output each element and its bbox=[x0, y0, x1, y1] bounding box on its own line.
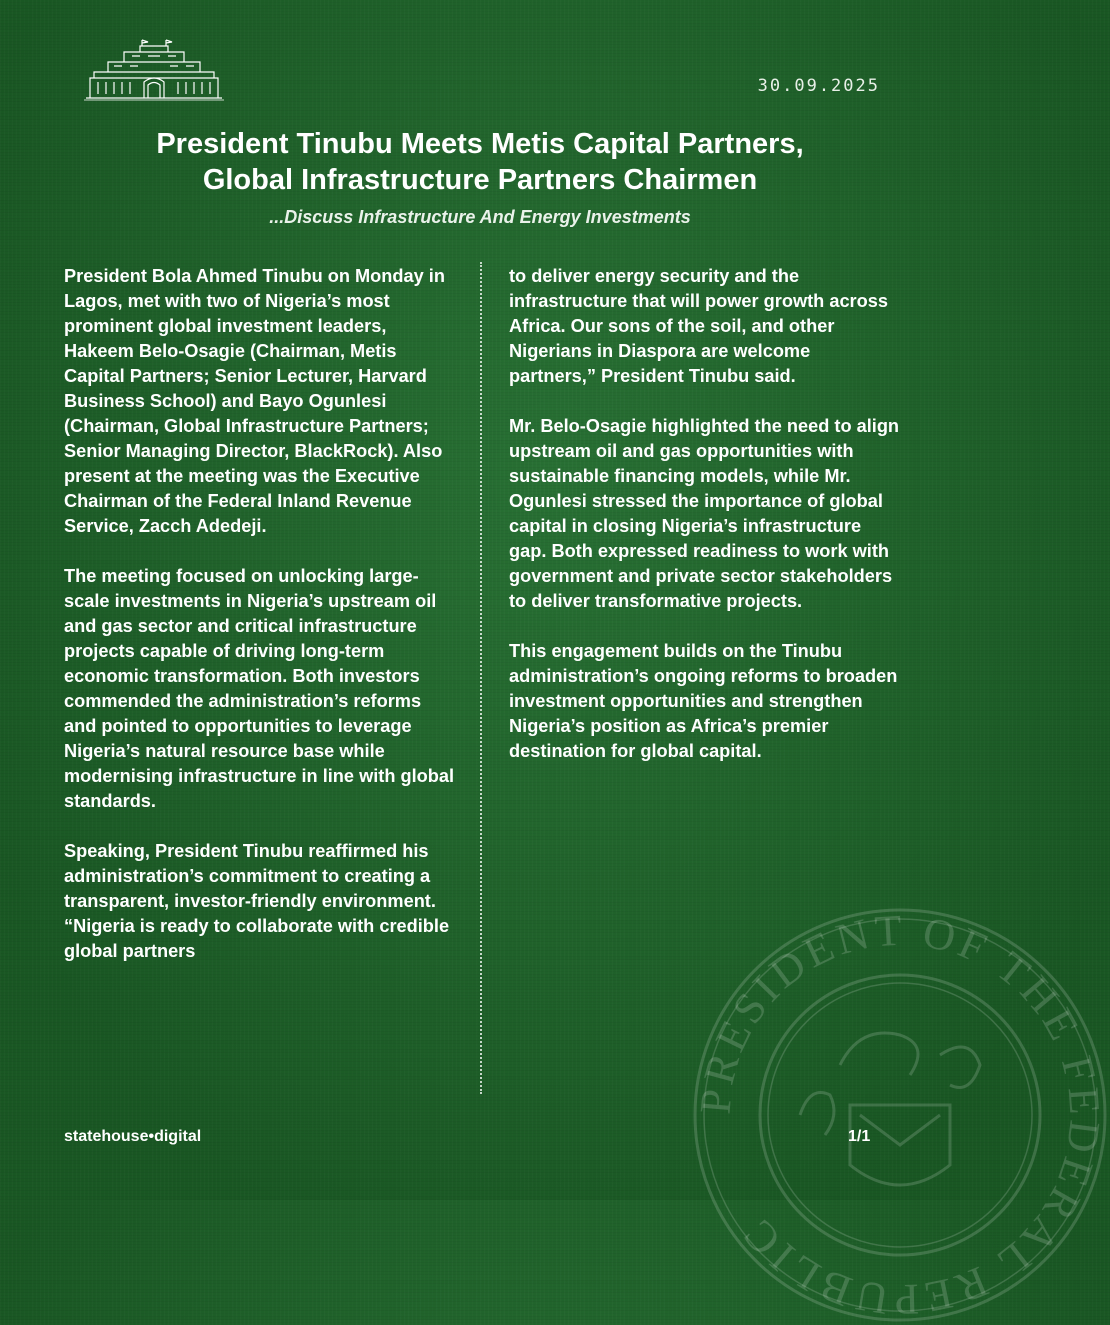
column-divider bbox=[480, 262, 482, 1094]
left-column bbox=[64, 264, 456, 989]
right-column bbox=[509, 264, 901, 789]
presidential-seal-icon bbox=[690, 905, 1110, 1325]
article-title-line-2: Global Infrastructure Partners Chairmen bbox=[202, 164, 758, 196]
brand-name: statehouse•digital bbox=[64, 1128, 202, 1145]
publication-date: 30.09.2025 bbox=[757, 76, 880, 96]
paragraph: President Bola Ahmed Tinubu on Monday in Lagos, met with two of Nigeria’s most prominent global investment leaders, Hakeem Belo-Osagie (Chairman, Metis Capital Partners; Senior Lecturer, Harvard Business School) and Bayo Ogunlesi (Chairman, Global Infrastructure Partners; Senior Managing Director, BlackRock). Also present at the meeting was the Executive Chairman of the Federal Inland Revenue Service, Zacch Adedeji. bbox=[64, 266, 445, 536]
paragraph: to deliver energy security and the infrastructure that will power growth across Africa. Our sons of the soil, and other Nigerians in Diaspora are welcome partners,” President Tinubu said. bbox=[509, 266, 888, 386]
seal-text: PRESIDENT OF THE FEDERAL REPUBLIC bbox=[690, 905, 1110, 1325]
paragraph: Speaking, President Tinubu reaffirmed his administration’s commitment to creating a transparent, investor-friendly environment. “Nigeria is ready to collaborate with credible global partners bbox=[64, 841, 450, 961]
paragraph: This engagement builds on the Tinubu administration’s ongoing reforms to broaden investment opportunities and strengthen Nigeria’s position as Africa’s premier destination for global capital. bbox=[509, 641, 898, 761]
article-title-line-1: President Tinubu Meets Metis Capital Partners, bbox=[156, 128, 804, 160]
statehouse-building-icon bbox=[84, 38, 224, 102]
paragraph: The meeting focused on unlocking large-scale investments in Nigeria’s upstream oil and gas sector and critical infrastructure projects capable of driving long-term economic transformation. Both investors commended the administration’s reforms and pointed to opportunities to leverage Nigeria’s natural resource base while modernising infrastructure in line with global standards. bbox=[64, 566, 455, 811]
svg-text:PRESIDENT OF THE FEDERAL REPUB bbox=[691, 905, 1110, 1324]
page-indicator: 1/1 bbox=[848, 1128, 871, 1145]
article-title bbox=[80, 126, 880, 198]
paragraph: Mr. Belo-Osagie highlighted the need to align upstream oil and gas opportunities with sustainable financing models, while Mr. Ogunlesi stressed the importance of global capital in closing Nigeria’s infrastructure gap. Both expressed readiness to work with government and private sector stakeholders to deliver transformative projects. bbox=[509, 416, 900, 611]
article-subtitle: ...Discuss Infrastructure And Energy Investments bbox=[269, 207, 691, 227]
